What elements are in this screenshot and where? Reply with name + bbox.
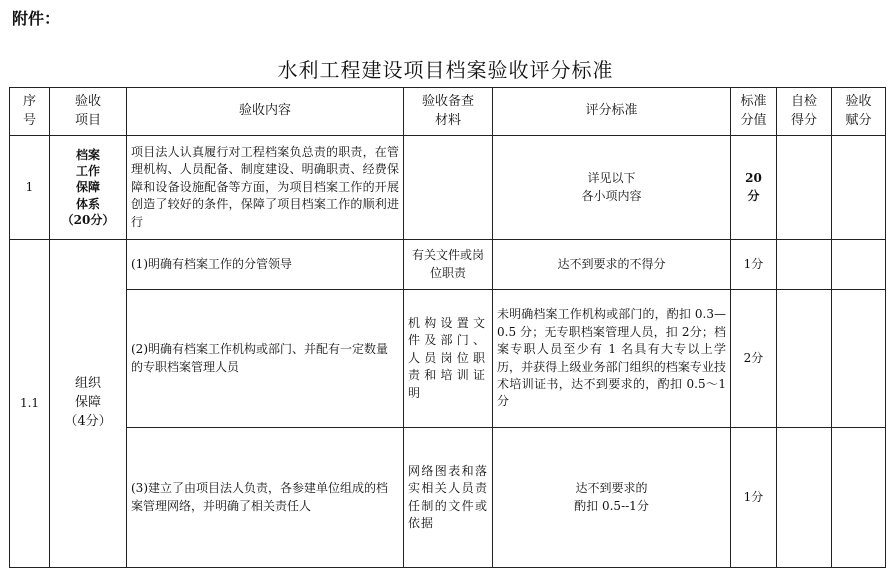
row1-score — [731, 136, 777, 240]
sub3-materials: 网络图表和落实相关人员责任制的文件或依据 — [404, 428, 493, 568]
row11-item-line: （4分） — [64, 413, 112, 429]
table-row — [10, 240, 886, 290]
header-item-line: 项目 — [74, 112, 101, 128]
row11-item — [50, 240, 127, 568]
header-criteria: 评分标准 — [493, 88, 731, 136]
sub3-criteria-line: 达不到要求的 — [575, 481, 648, 496]
sub1-content: (1)明确有档案工作的分管领导 — [127, 240, 404, 290]
sub1-score: 1分 — [731, 240, 777, 290]
header-self-check-line: 得分 — [790, 112, 817, 128]
sub3-criteria-line: 酌扣 0.5--1分 — [574, 498, 649, 513]
sub1-self-check-cell — [777, 240, 832, 290]
header-assigned-line: 验收 — [845, 93, 872, 109]
header-materials — [404, 88, 493, 136]
attachment-label: 附件： — [12, 9, 61, 28]
header-self-check — [777, 88, 832, 136]
header-score-line: 分值 — [740, 112, 767, 128]
row1-item-line: 工作 — [75, 164, 100, 179]
header-materials-line: 验收备查 — [421, 93, 474, 109]
sub2-self-check-cell — [777, 290, 832, 428]
header-score — [731, 88, 777, 136]
table-row — [10, 290, 886, 428]
row1-assigned-cell — [832, 136, 886, 240]
row1-content: 项目法人认真履行对工程档案负总责的职责，在管理机构、人员配备、制度建设、明确职责、经费保障和设备设施配备等方面，为项目档案工作的开展创造了较好的条件，保障了项目档案工作的顺利进行 — [127, 136, 404, 240]
row11-item-line: 组织 — [74, 376, 101, 392]
header-materials-line: 材料 — [434, 112, 461, 128]
sub3-content: (3)建立了由项目法人负责，各参建单位组成的档案管理网络，并明确了相关责任人 — [127, 428, 404, 568]
header-self-check-line: 自检 — [790, 93, 817, 109]
header-score-line: 标准 — [740, 93, 767, 109]
row1-self-check-cell — [777, 136, 832, 240]
header-row — [10, 88, 886, 136]
row1-item-line: 保障 — [75, 180, 100, 195]
table-row — [10, 428, 886, 568]
sub2-materials: 机构设置文件及部门、人员岗位职责和培训证明 — [404, 290, 493, 428]
row1-criteria-line: 详见以下 — [587, 171, 636, 186]
sub1-criteria: 达不到要求的不得分 — [493, 240, 731, 290]
sub1-assigned-cell — [832, 240, 886, 290]
row1-item-line: 体系 — [75, 196, 100, 211]
sub2-assigned-cell — [832, 290, 886, 428]
sub3-assigned-cell — [832, 428, 886, 568]
sub3-score: 1分 — [731, 428, 777, 568]
sub2-score: 2分 — [731, 290, 777, 428]
row11-item-line: 保障 — [74, 395, 101, 411]
row1-item-line: （20分） — [61, 212, 115, 227]
sub2-content: (2)明确有档案工作机构或部门、并配有一定数量的专职档案管理人员 — [127, 290, 404, 428]
header-content: 验收内容 — [127, 88, 404, 136]
header-seq-line: 号 — [22, 112, 36, 128]
row1-criteria — [493, 136, 731, 240]
row1-seq: 1 — [10, 136, 50, 240]
page-title: 水利工程建设项目档案验收评分标准 — [277, 58, 614, 82]
scoring-table — [9, 87, 886, 568]
row11-seq: 1.1 — [10, 240, 50, 568]
table-row — [10, 136, 886, 240]
row1-score-line: 分 — [747, 188, 760, 203]
row1-materials — [404, 136, 493, 240]
header-item-line: 验收 — [74, 93, 101, 109]
sub3-self-check-cell — [777, 428, 832, 568]
header-item — [50, 88, 127, 136]
row1-item — [50, 136, 127, 240]
row1-criteria-line: 各小项内容 — [581, 188, 642, 203]
header-assigned-line: 赋分 — [845, 112, 872, 128]
header-seq — [10, 88, 50, 136]
sub1-materials: 有关文件或岗位职责 — [404, 240, 493, 290]
sub3-criteria — [493, 428, 731, 568]
row1-score-line: 20 — [745, 171, 762, 186]
row1-item-line: 档案 — [75, 148, 100, 163]
header-seq-line: 序 — [22, 93, 36, 109]
header-assigned — [832, 88, 886, 136]
sub2-criteria: 未明确档案工作机构或部门的，酌扣 0.3—0.5 分；无专职档案管理人员，扣 2分；档案专职人员至少有 1 名具有大专以上学历，并获得上级业务部门组织的档案专业技术培训证书，达不到要求的，酌扣 0.5～1分 — [493, 290, 731, 428]
